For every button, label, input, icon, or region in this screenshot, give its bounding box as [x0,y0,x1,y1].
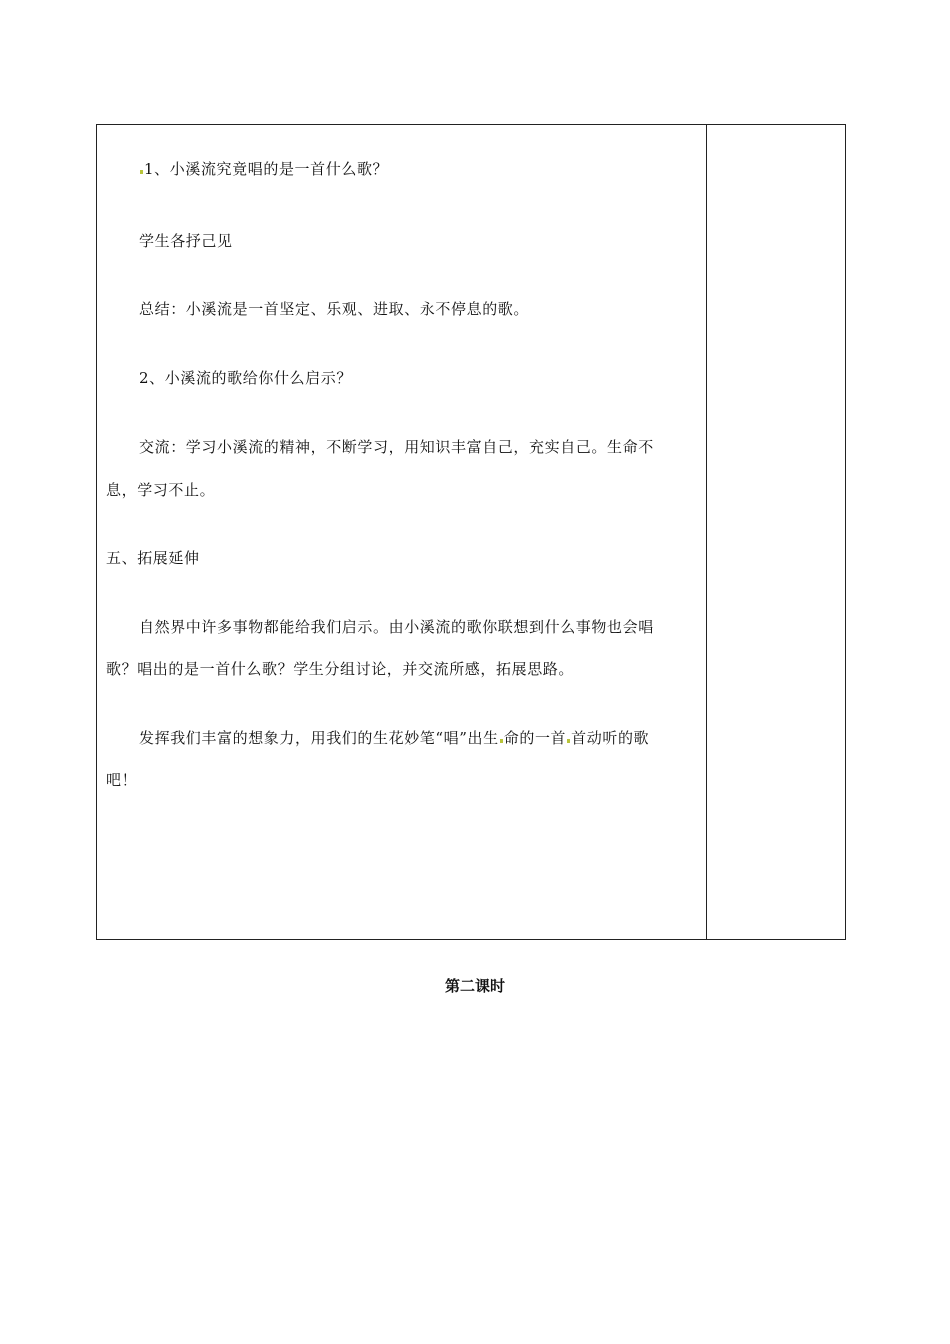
lesson-table [96,124,846,940]
lesson-subtitle: 第二课时 [444,977,505,995]
summary-line: 总结：小溪流是一首坚定、乐观、进取、永不停息的歌。 [139,300,530,318]
question-2: 2、小溪流的歌给你什么启示？ [139,369,352,387]
exchange-line-1: 交流：学习小溪流的精神，不断学习，用知识丰富自己，充实自己。生命不 [139,438,654,456]
highlight-mark [567,739,570,743]
section-heading: 五、拓展延伸 [106,549,200,567]
column-divider [706,125,707,939]
highlight-mark [500,739,503,743]
highlight-mark [140,170,143,174]
question-1: 1、小溪流究竟唱的是一首什么歌？ [139,159,388,179]
imagination-line-1: 发挥我们丰富的想象力，用我们的生花妙笔“唱”出生 命的一首 首动听的歌 [139,729,650,747]
student-response: 学生各抒己见 [139,232,233,250]
extension-line-2: 歌？唱出的是一首什么歌？学生分组讨论，并交流所感，拓展思路。 [106,660,575,678]
lesson-content-cell [97,125,706,939]
imagination-line-2: 吧！ [106,771,138,789]
extension-line-1: 自然界中许多事物都能给我们启示。由小溪流的歌你联想到什么事物也会唱 [139,618,654,636]
exchange-line-2: 息，学习不止。 [106,481,216,499]
